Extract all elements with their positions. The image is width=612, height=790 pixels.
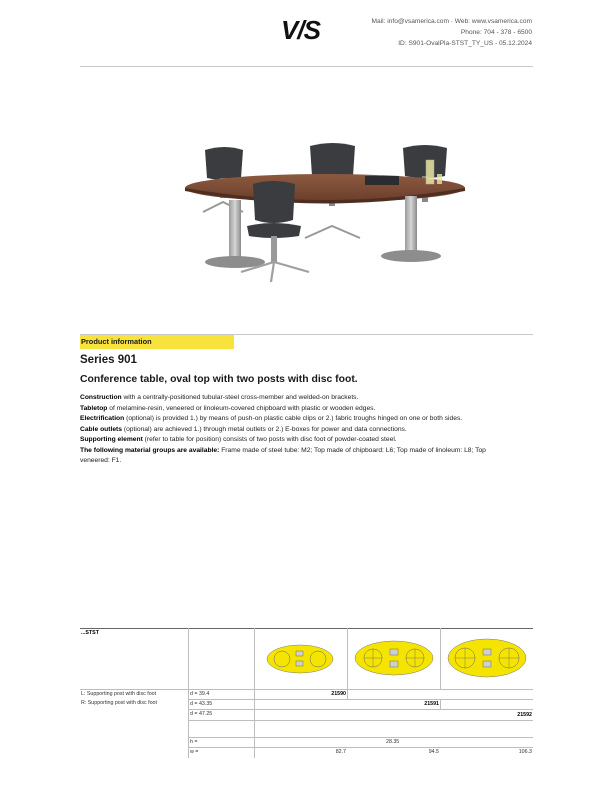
disc-foot-left <box>205 256 265 268</box>
desc-tabletop: Tabletop of melamine-resin, veneered or linoleum-covered chipboard with plastic or wooden edges. <box>80 404 376 412</box>
post-right <box>405 196 417 254</box>
contact-mail-web: Mail: info@vsamerica.com · Web: www.vsamerica.com <box>371 18 532 25</box>
product-photo <box>175 140 475 285</box>
logo-text: V/S <box>281 17 320 43</box>
header-divider <box>80 66 533 67</box>
section-tag: Product information <box>80 335 234 349</box>
contact-phone: Phone: 704 - 378 - 6500 <box>460 29 532 36</box>
width-value-2: 94.5 <box>428 749 439 755</box>
height-label: h = <box>190 739 198 745</box>
product-description <box>80 393 516 467</box>
desc-supporting-element: Supporting element (refer to table for position) consists of two posts with disc foot of powder-coated steel. <box>80 436 397 443</box>
product-code: ...STST <box>81 630 99 636</box>
article-21590: 21590 <box>331 691 346 697</box>
row-label-3: d = 47.25 <box>190 711 213 717</box>
desc-construction: Construction with a centrally-positioned tubular-steel cross-member and welded-on brackets. <box>80 394 359 401</box>
row-label-1: d = 39.4 <box>190 691 210 697</box>
plan-diagram-21590 <box>266 644 334 674</box>
row-label-2: d = 43.35 <box>190 701 213 707</box>
contact-block <box>372 16 532 49</box>
product-headline: Conference table, oval top with two posts with disc foot. <box>80 374 358 385</box>
width-value-1: 82.7 <box>335 749 346 755</box>
glass <box>437 174 442 184</box>
width-label: w = <box>190 749 199 755</box>
post-left <box>229 200 241 260</box>
binder <box>365 176 399 185</box>
vs-logo <box>281 17 331 43</box>
plan-diagram-21592 <box>447 638 527 678</box>
height-value: 28.35 <box>386 739 400 745</box>
article-21591: 21591 <box>424 701 439 707</box>
legend-left: L: Supporting post with disc foot <box>81 691 157 697</box>
desc-material-groups: The following material groups are available: Frame made of steel tube: M2; Top made of chipboard: L6; Top made of linoleum: L8; Top veneered: F1. <box>80 446 486 464</box>
spec-table <box>80 628 533 758</box>
oval-tabletop <box>185 174 465 202</box>
series-title: Series 901 <box>80 354 137 366</box>
desc-cable-outlets: Cable outlets (optional) are achieved 1.) through metal outlets or 2.) E-boxes for power and data connections. <box>80 425 407 433</box>
disc-foot-right <box>381 250 441 262</box>
article-21592: 21592 <box>517 712 532 718</box>
legend-right: R: Supporting post with disc foot <box>81 700 157 706</box>
width-value-3: 106.3 <box>518 749 532 755</box>
plan-diagram-21591 <box>354 640 434 676</box>
desc-electrification: Electrification (optional) is provided 1.) by means of push-on plastic cable clips or 2.) fabric troughs hinged on one or both sides. <box>80 415 463 422</box>
carafe <box>426 160 434 184</box>
document-id: ID: S901-OvalPla-STST_TY_US - 05.12.2024 <box>398 40 532 47</box>
